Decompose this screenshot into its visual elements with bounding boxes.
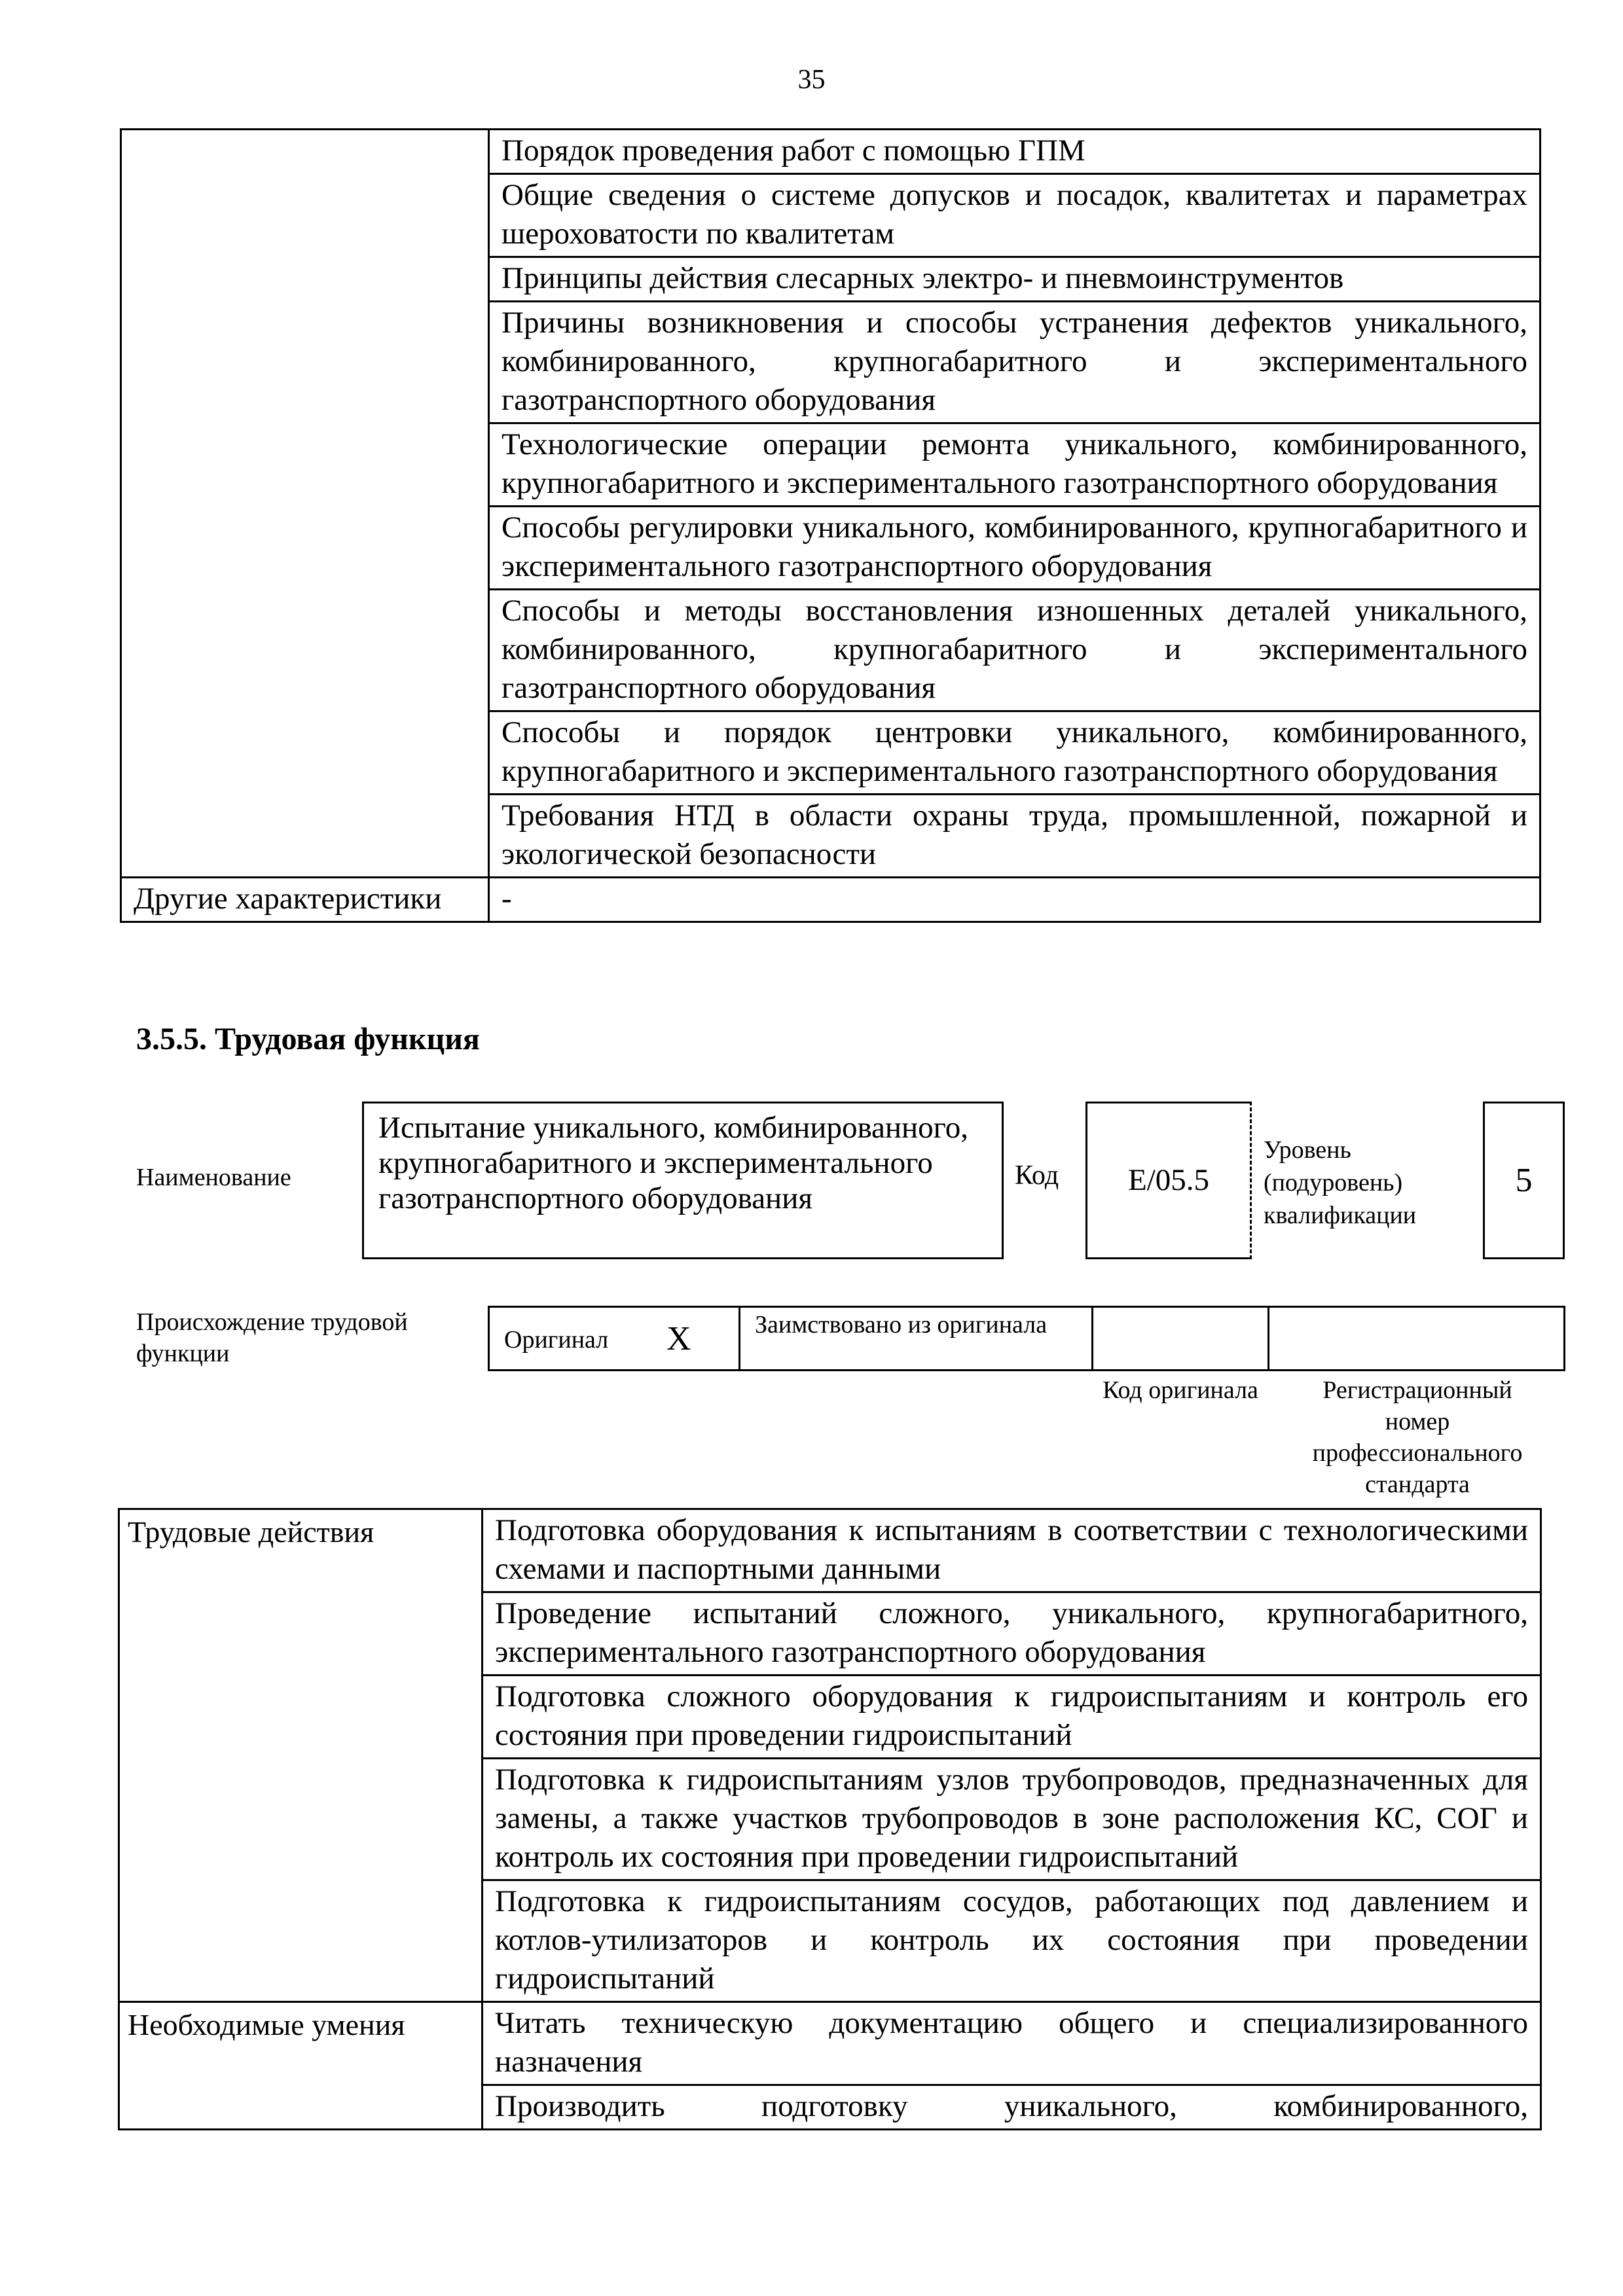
table-row bbox=[121, 878, 1541, 922]
code-caption: Код оригинала bbox=[1103, 1376, 1258, 1404]
original-box bbox=[488, 1306, 740, 1371]
table-cell: Производить подготовку уникального, комбинированного, bbox=[483, 2085, 1541, 2130]
table-cell: Подготовка оборудования к испытаниям в соответствии с технологическими схемами и паспортными данными bbox=[483, 1509, 1541, 1592]
original-mark: X bbox=[666, 1320, 691, 1357]
table-cell: Причины возникновения и способы устранения дефектов уникального, комбинированного, крупногабаритного и экспериментального газотранспортного оборудования bbox=[489, 302, 1541, 423]
origin-label: Происхождение трудовой функции bbox=[136, 1308, 408, 1367]
table-cell: Общие сведения о системе допусков и посадок, квалитетах и параметрах шероховатости по квалитетам bbox=[489, 174, 1541, 257]
level-box bbox=[1483, 1102, 1565, 1259]
function-name-box bbox=[362, 1102, 1004, 1259]
table-cell: Читать техническую документацию общего и специализированного назначения bbox=[483, 2002, 1541, 2085]
actions-table bbox=[118, 1508, 1542, 2130]
code-box bbox=[1085, 1102, 1252, 1259]
table-cell: Подготовка к гидроиспытаниям узлов трубопроводов, предназначенных для замены, а также участков трубопроводов в зоне расположения КС, СОГ и контроль их состояния при проведении гидроиспытаний bbox=[483, 1759, 1541, 1880]
function-name: Испытание уникального, комбинированного, крупногабаритного и экспериментального газотранспортного оборудования bbox=[378, 1111, 969, 1215]
table-cell: Принципы действия слесарных электро- и пневмоинструментов bbox=[489, 257, 1541, 302]
table-cell: Порядок проведения работ с помощью ГПМ bbox=[489, 130, 1541, 174]
table-cell: Способы и методы восстановления изношенных деталей уникального, комбинированного, крупногабаритного и экспериментального газотранспортного оборудования bbox=[489, 590, 1541, 711]
table-cell: Требования НТД в области охраны труда, промышленной, пожарной и экологической безопасности bbox=[489, 795, 1541, 878]
code-label: Код bbox=[1015, 1160, 1059, 1191]
empty-label-cell bbox=[121, 130, 489, 878]
other-characteristics-label: Другие характеристики bbox=[121, 878, 489, 922]
reg-number-box bbox=[1267, 1306, 1565, 1371]
table-cell: Технологические операции ремонта уникального, комбинированного, крупногабаритного и экспериментального газотранспортного оборудования bbox=[489, 423, 1541, 507]
skills-label: Необходимые умения bbox=[119, 2002, 483, 2130]
table-cell: Подготовка сложного оборудования к гидроиспытаниям и контроль его состояния при проведении гидроиспытаний bbox=[483, 1676, 1541, 1759]
section-heading: 3.5.5. Трудовая функция bbox=[136, 1022, 480, 1056]
table-cell: Способы регулировки уникального, комбинированного, крупногабаритного и экспериментального газотранспортного оборудования bbox=[489, 507, 1541, 590]
table-row bbox=[121, 130, 1541, 174]
level-value: 5 bbox=[1515, 1162, 1533, 1199]
level-label: Уровень (подуровень) квалификации bbox=[1264, 1136, 1417, 1229]
page-number: 35 bbox=[797, 65, 826, 95]
borrowed-box bbox=[739, 1306, 1093, 1371]
original-label: Оригинал bbox=[504, 1326, 609, 1354]
name-label: Наименование bbox=[136, 1164, 291, 1191]
table-cell: Подготовка к гидроиспытаниям сосудов, работающих под давлением и котлов-утилизаторов и контроль их состояния при проведении гидроиспытаний bbox=[483, 1880, 1541, 2002]
knowledge-table bbox=[120, 128, 1541, 923]
actions-label: Трудовые действия bbox=[119, 1509, 483, 2002]
borrowed-label: Заимствовано из оригинала bbox=[755, 1311, 1048, 1338]
original-code-box bbox=[1091, 1306, 1269, 1371]
table-cell: Проведение испытаний сложного, уникального, крупногабаритного, экспериментального газотранспортного оборудования bbox=[483, 1592, 1541, 1676]
table-cell: Способы и порядок центровки уникального, комбинированного, крупногабаритного и экспериментального газотранспортного оборудования bbox=[489, 711, 1541, 795]
code-value: E/05.5 bbox=[1127, 1163, 1210, 1197]
reg-caption: Регистрационный номер профессионального стандарта bbox=[1312, 1376, 1523, 1498]
table-row bbox=[119, 1509, 1541, 1592]
table-row bbox=[119, 2002, 1541, 2085]
other-characteristics-value: - bbox=[489, 878, 1541, 922]
